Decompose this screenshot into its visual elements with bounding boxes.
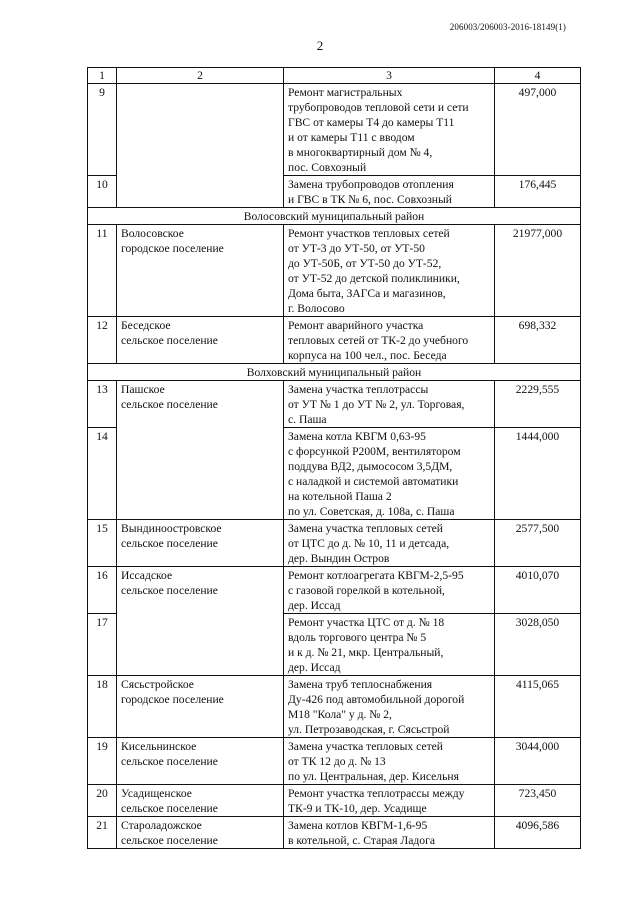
municipality-line: городское поселение: [121, 693, 224, 706]
work-description-line: Ремонт котлоагрегата КВГМ-2,5-95: [288, 569, 464, 582]
work-description-cell: [284, 225, 495, 317]
row-number: 17: [88, 614, 117, 676]
work-description-cell: [284, 176, 495, 208]
row-number: 11: [88, 225, 117, 317]
region-title: Волосовский муниципальный район: [88, 208, 581, 225]
header-cell-2: 2: [117, 68, 284, 84]
work-description-line: поддува ВД2, дымососом 3,5ДМ,: [288, 460, 453, 473]
header-cell-1: 1: [88, 68, 117, 84]
work-description-line: от УТ-3 до УТ-50, от УТ-50: [288, 242, 425, 255]
work-description-line: пос. Совхозный: [288, 161, 367, 174]
amount-cell: 1444,000: [495, 428, 581, 520]
amount-cell: 21977,000: [495, 225, 581, 317]
municipality-cell: [117, 738, 284, 785]
work-description-line: Замена трубопроводов отопления: [288, 178, 454, 191]
header-row: [88, 68, 581, 84]
region-row: [88, 208, 581, 225]
municipality-cell: [117, 225, 284, 317]
work-description-line: дер. Иссад: [288, 599, 341, 612]
work-description-line: г. Волосово: [288, 302, 345, 315]
municipality-cell: [117, 567, 284, 676]
amount-cell: 2577,500: [495, 520, 581, 567]
work-description-line: с газовой горелкой в котельной,: [288, 584, 445, 597]
work-description-line: в котельной, с. Старая Ладога: [288, 834, 436, 847]
municipality-line: Волосовское: [121, 227, 184, 240]
table-row: [88, 567, 581, 614]
work-description-line: с. Паша: [288, 413, 327, 426]
amount-cell: 723,450: [495, 785, 581, 817]
municipality-line: Вындиноостровское: [121, 522, 222, 535]
work-description-cell: [284, 567, 495, 614]
work-description-line: дер. Вындин Остров: [288, 552, 390, 565]
row-number: 10: [88, 176, 117, 208]
work-description-cell: [284, 381, 495, 428]
work-description-line: от ТК 12 до д. № 13: [288, 755, 386, 768]
municipality-cell: [117, 676, 284, 738]
row-number: 16: [88, 567, 117, 614]
work-description-line: от УТ № 1 до УТ № 2, ул. Торговая,: [288, 398, 465, 411]
work-description-line: Замена котлов КВГМ-1,6-95: [288, 819, 428, 832]
municipality-line: сельское поселение: [121, 802, 218, 815]
row-number: 15: [88, 520, 117, 567]
table-row: [88, 381, 581, 428]
municipality-line: сельское поселение: [121, 834, 218, 847]
municipality-line: Беседское: [121, 319, 171, 332]
amount-cell: 3044,000: [495, 738, 581, 785]
municipality-line: Кисельнинское: [121, 740, 197, 753]
document-id: 206003/206003-2016-18149(1): [449, 22, 566, 32]
work-description-line: и к д. № 21, мкр. Центральный,: [288, 646, 444, 659]
work-description-line: с форсункой Р200М, вентилятором: [288, 445, 461, 458]
work-description-line: Ремонт участков тепловых сетей: [288, 227, 450, 240]
work-description-cell: [284, 520, 495, 567]
work-description-line: и ГВС в ТК № 6, пос. Совхозный: [288, 193, 452, 206]
page-number: 2: [316, 38, 324, 53]
row-number: 19: [88, 738, 117, 785]
work-description-line: Замена участка тепловых сетей: [288, 740, 443, 753]
work-description-line: от УТ-52 до детской поликлиники,: [288, 272, 460, 285]
table-row: [88, 520, 581, 567]
work-description-line: Ремонт аварийного участка: [288, 319, 424, 332]
amount-cell: 176,445: [495, 176, 581, 208]
municipality-line: Иссадское: [121, 569, 173, 582]
work-description-cell: [284, 84, 495, 176]
work-description-line: Замена труб теплоснабжения: [288, 678, 433, 691]
municipality-cell: [117, 317, 284, 364]
work-description-line: тепловых сетей от ТК-2 до учебного: [288, 334, 469, 347]
municipality-line: Сясьстройское: [121, 678, 194, 691]
work-description-line: трубопроводов тепловой сети и сети: [288, 101, 469, 114]
header-cell-3: 3: [284, 68, 495, 84]
work-description-line: до УТ-50Б, от УТ-50 до УТ-52,: [288, 257, 442, 270]
table-row: [88, 738, 581, 785]
municipality-line: сельское поселение: [121, 537, 218, 550]
municipality-line: сельское поселение: [121, 334, 218, 347]
work-description-line: Замена участка теплотрассы: [288, 383, 429, 396]
works-table: [87, 67, 581, 849]
work-description-line: ул. Петрозаводская, г. Сясьстрой: [288, 723, 450, 736]
table-row: [88, 817, 581, 849]
row-number: 14: [88, 428, 117, 520]
table-row: [88, 676, 581, 738]
work-description-line: дер. Иссад: [288, 661, 341, 674]
work-description-line: Ремонт участка теплотрассы между: [288, 787, 465, 800]
municipality-line: сельское поселение: [121, 584, 218, 597]
table-row: [88, 225, 581, 317]
work-description-line: и от камеры Т11 с вводом: [288, 131, 415, 144]
amount-cell: 4115,065: [495, 676, 581, 738]
amount-cell: 2229,555: [495, 381, 581, 428]
row-number: 9: [88, 84, 117, 176]
work-description-cell: [284, 738, 495, 785]
municipality-line: городское поселение: [121, 242, 224, 255]
work-description-line: Замена котла КВГМ 0,63-95: [288, 430, 426, 443]
municipality-cell: [117, 381, 284, 520]
work-description-cell: [284, 817, 495, 849]
region-title: Волховский муниципальный район: [88, 364, 581, 381]
municipality-line: сельское поселение: [121, 755, 218, 768]
work-description-line: от ЦТС до д. № 10, 11 и детсада,: [288, 537, 450, 550]
work-description-line: М18 "Кола" у д. № 2,: [288, 708, 392, 721]
municipality-cell: [117, 520, 284, 567]
table-row: [88, 785, 581, 817]
work-description-cell: [284, 676, 495, 738]
work-description-line: Ремонт участка ЦТС от д. № 18: [288, 616, 445, 629]
work-description-line: ТК-9 и ТК-10, дер. Усадище: [288, 802, 427, 815]
municipality-line: Староладожское: [121, 819, 202, 832]
work-description-line: на котельной Паша 2: [288, 490, 392, 503]
municipality-cell: [117, 817, 284, 849]
work-description-line: по ул. Советская, д. 108а, с. Паша: [288, 505, 455, 518]
amount-cell: 4096,586: [495, 817, 581, 849]
row-number: 13: [88, 381, 117, 428]
work-description-line: в многоквартирный дом № 4,: [288, 146, 433, 159]
municipality-cell: [117, 785, 284, 817]
header-cell-4: 4: [495, 68, 581, 84]
work-description-line: Замена участка тепловых сетей: [288, 522, 443, 535]
municipality-line: Усадищенское: [121, 787, 192, 800]
work-description-line: Ремонт магистральных: [288, 86, 403, 99]
work-description-line: корпуса на 100 чел., пос. Беседа: [288, 349, 447, 362]
row-number: 12: [88, 317, 117, 364]
work-description-line: с наладкой и системой автоматики: [288, 475, 459, 488]
municipality-cell: [117, 84, 284, 208]
work-description-cell: [284, 785, 495, 817]
work-description-line: вдоль торгового центра № 5: [288, 631, 427, 644]
amount-cell: 698,332: [495, 317, 581, 364]
amount-cell: 4010,070: [495, 567, 581, 614]
row-number: 18: [88, 676, 117, 738]
amount-cell: 3028,050: [495, 614, 581, 676]
amount-cell: 497,000: [495, 84, 581, 176]
table-row: [88, 317, 581, 364]
work-description-cell: [284, 317, 495, 364]
municipality-line: Пашское: [121, 383, 165, 396]
work-description-line: Дома быта, ЗАГСа и магазинов,: [288, 287, 446, 300]
work-description-line: ГВС от камеры Т4 до камеры Т11: [288, 116, 455, 129]
table-row: [88, 84, 581, 176]
work-description-line: Ду-426 под автомобильной дорогой: [288, 693, 465, 706]
municipality-line: сельское поселение: [121, 398, 218, 411]
region-row: [88, 364, 581, 381]
work-description-cell: [284, 614, 495, 676]
row-number: 20: [88, 785, 117, 817]
work-description-cell: [284, 428, 495, 520]
row-number: 21: [88, 817, 117, 849]
work-description-line: по ул. Центральная, дер. Кисельня: [288, 770, 459, 783]
